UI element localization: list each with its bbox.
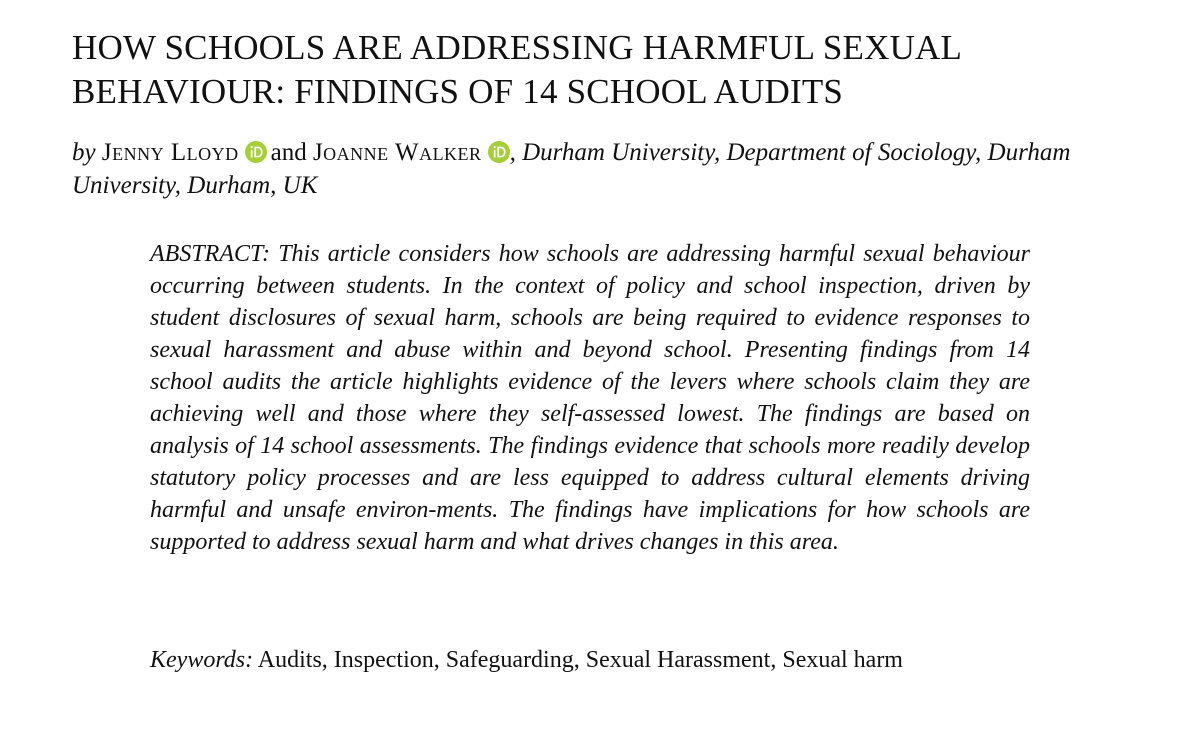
article-title-line-2: BEHAVIOUR: FINDINGS OF 14 SCHOOL AUDITS xyxy=(72,72,844,111)
author-name-1: Jenny Lloyd xyxy=(101,139,239,166)
author-byline xyxy=(72,136,1152,202)
article-title-line-1: HOW SCHOOLS ARE ADDRESSING HARMFUL SEXUAL xyxy=(72,28,963,67)
abstract xyxy=(150,238,1030,558)
keywords-list: Audits, Inspection, Safeguarding, Sexual Harassment, Sexual harm xyxy=(253,647,903,673)
abstract-label: ABSTRACT: xyxy=(150,241,271,267)
orcid-icon[interactable] xyxy=(488,141,510,163)
keywords xyxy=(150,644,1030,676)
article-title xyxy=(72,26,1152,114)
abstract-text: This article considers how schools are addressing harmful sexual behaviour occurring between students. In the context of policy and school inspection, driven by student disclosures of sexual harm, schools are being required to evidence responses to sexual harassment and abuse within and beyond school. Presenting findings from 14 school audits the article highlights evidence of the levers where schools claim they are achieving well and those where they self-assessed lowest. The findings are based on analysis of 14 school assessments. The findings evidence that schools more readily develop statutory policy processes and are less equipped to address cultural elements driving harmful and unsafe environ-ments. The findings have implications for how schools are supported to address sexual harm and what drives changes in this area. xyxy=(150,241,1030,555)
author-name-2: Joanne Walker xyxy=(312,139,482,166)
author-affiliation: , Durham University, Department of Sociology, Durham University, Durham, UK xyxy=(72,139,1071,199)
orcid-icon[interactable] xyxy=(245,141,267,163)
byline-by: by xyxy=(72,139,96,166)
byline-and: and xyxy=(270,139,307,166)
keywords-label: Keywords: xyxy=(150,647,254,673)
